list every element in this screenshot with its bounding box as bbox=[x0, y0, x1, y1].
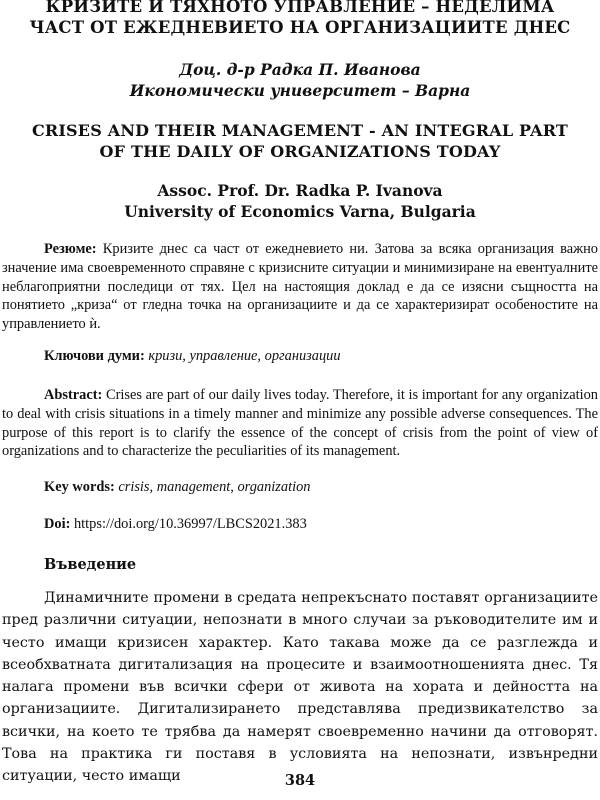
author-block-english bbox=[0, 180, 600, 222]
doi-link[interactable]: https://doi.org/10.36997/LBCS2021.383 bbox=[70, 516, 307, 532]
author-name-english: Assoc. Prof. Dr. Radka P. Ivanova bbox=[157, 181, 443, 200]
author-block-bulgarian bbox=[0, 59, 600, 101]
summary-bulgarian-label: Резюме: bbox=[44, 241, 97, 257]
keywords-english-text: crisis, management, organization bbox=[114, 479, 311, 495]
keywords-bulgarian bbox=[44, 347, 598, 366]
abstract-english-label: Abstract: bbox=[44, 387, 103, 403]
abstract-english-text: Crises are part of our daily lives today. Therefore, it is important for any organization to deal with crisis situations in a timely manner and minimize any possible adverse consequences. The purpose of this report is to clarify the essence of the concept of crisis from the point of view of organizations and to characterize the peculiarities of its management. bbox=[2, 387, 598, 460]
abstract-english bbox=[2, 386, 598, 461]
title-english-line-2: OF THE DAILY OF ORGANIZATIONS TODAY bbox=[99, 142, 501, 161]
summary-bulgarian bbox=[2, 240, 598, 334]
page-number: 384 bbox=[284, 772, 316, 789]
author-affiliation-bulgarian: Икономически университет – Варна bbox=[129, 81, 471, 100]
title-english bbox=[0, 120, 600, 162]
keywords-english-label: Key words: bbox=[44, 479, 115, 495]
title-bulgarian bbox=[0, 0, 600, 38]
author-name-bulgarian: Доц. д-р Радка П. Иванова bbox=[179, 60, 421, 79]
title-bulgarian-line-1: КРИЗИТЕ И ТЯХНОТО УПРАВЛЕНИЕ – НЕДЕЛИМА bbox=[45, 0, 555, 16]
keywords-bulgarian-text: кризи, управление, организации bbox=[144, 348, 341, 364]
doi-label: Doi: bbox=[44, 516, 71, 532]
title-english-line-1: CRISES AND THEIR MANAGEMENT - AN INTEGRAL PART bbox=[31, 121, 569, 140]
introduction-paragraph: Динамичните промени в средата непрекъснато поставят организациите пред различни ситуации, непознати в много случаи за ръководителите им и често имащи кризисен характер. Като такава може да се разглежда и всеобхватната дигитализация на процесите и взаимоотношенията днес. Тя налага промени във всички сфери от живота на хората и дейността на организациите. Дигитализирането представлява предизвикателство за всички, на което те трябва да намерят своевременно начини да отговорят. Това на практика ги поставя в условията на непознати, извънредни ситуации, често имащи bbox=[2, 590, 598, 785]
section-heading-introduction: Въведение bbox=[44, 556, 137, 573]
keywords-bulgarian-label: Ключови думи: bbox=[44, 348, 145, 364]
keywords-english bbox=[44, 478, 598, 497]
doi-line bbox=[44, 515, 307, 534]
title-bulgarian-line-2: ЧАСТ ОТ ЕЖЕДНЕВИЕТО НА ОРГАНИЗАЦИИТЕ ДНЕС bbox=[29, 18, 571, 37]
summary-bulgarian-text: Кризите днес са част от ежедневието ни. Затова за всяка организация важно значение има своевременното справяне с кризисните ситуации и минимизиране на евентуалните неблагоприятни последици от тях. Цел на настоящия доклад е да се изясни същността на понятието „криза“ от гледна точка на организациите и да се характеризират особеностите на управлението ѝ. bbox=[2, 241, 598, 333]
author-affiliation-english: University of Economics Varna, Bulgaria bbox=[124, 202, 476, 221]
